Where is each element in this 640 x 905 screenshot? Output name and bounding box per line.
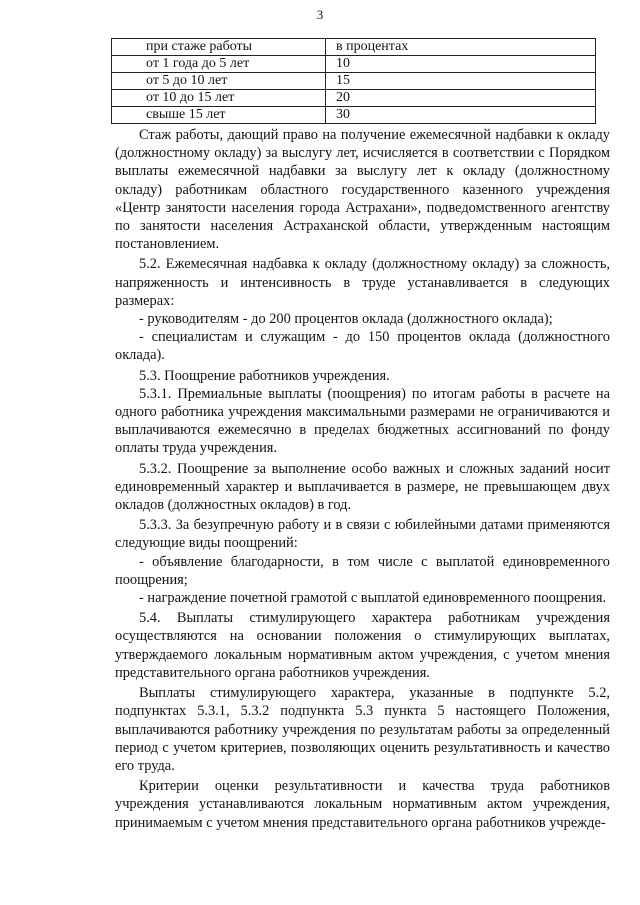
paragraph-seniority: Стаж работы, дающий право на получение ежемесячной надбавки к окладу (должностному окладу) за выслугу лет, исчисляется в соответствии с Порядком выплаты ежемесячной надбавки за выслугу лет к окладу (должностному окладу) работникам областного государственного казенного учреждения «Центр занятости населения города Астрахани», подведомственного агентству по занятости населения Астраханской области, утвержденным настоящим постановлением.	[115, 127, 610, 253]
seniority-table	[111, 38, 596, 124]
paragraph-stimulating-payments: Выплаты стимулирующего характера, указанные в подпункте 5.2, подпунктах 5.3.1, 5.3.2 подпункта 5.3 пункта 5 настоящего Положения, выплачиваются работнику учреждения по результатам работы за определенный период с учетом критериев, позволяющих оценить результативность и качество его труда.	[115, 685, 610, 774]
table-cell: свыше 15 лет	[112, 107, 326, 124]
paragraph-5-3-1: 5.3.1. Премиальные выплаты (поощрения) по итогам работы в расчете на одного работника учреждения максимальными размерами не ограничиваются и выплачиваются ежемесячно в пределах бюджетных ассигнований по фонду оплаты труда учреждения.	[115, 385, 610, 457]
page-number: 3	[316, 7, 324, 22]
table-cell: 15	[326, 73, 596, 90]
table-cell: 10	[326, 56, 596, 73]
table-row	[112, 56, 596, 73]
table-cell: от 5 до 10 лет	[112, 73, 326, 90]
paragraph-5-2: 5.2. Ежемесячная надбавка к окладу (должностному окладу) за сложность, напряженность и интенсивность в труде устанавливается в следующих размерах:	[115, 256, 610, 309]
list-item: - награждение почетной грамотой с выплатой единовременного поощрения.	[139, 590, 607, 607]
paragraph-5-3-3: 5.3.3. За безупречную работу и в связи с юбилейными датами применяются следующие виды поощрений:	[115, 517, 610, 552]
table-cell: 20	[326, 90, 596, 107]
table-row	[112, 107, 596, 124]
table-header-row	[112, 39, 596, 56]
table-header-cell: при стаже работы	[112, 39, 326, 56]
list-item: - специалистам и служащим - до 150 процентов оклада (должностного оклада).	[115, 329, 610, 364]
table-row	[112, 73, 596, 90]
paragraph-5-3: 5.3. Поощрение работников учреждения.	[139, 367, 390, 384]
table-cell: 30	[326, 107, 596, 124]
table-header-cell: в процентах	[326, 39, 596, 56]
list-item: - руководителям - до 200 процентов оклада (должностного оклада);	[139, 311, 553, 328]
list-item: - объявление благодарности, в том числе с выплатой единовременного поощрения;	[115, 553, 610, 588]
table-row	[112, 90, 596, 107]
paragraph-criteria: Критерии оценки результативности и качества труда работников учреждения устанавливаются локальным нормативным актом учреждения, принимаемым с учетом мнения представительного органа работников учрежде-	[115, 778, 610, 831]
table-cell: от 10 до 15 лет	[112, 90, 326, 107]
table-cell: от 1 года до 5 лет	[112, 56, 326, 73]
document-body	[115, 126, 610, 832]
paragraph-5-4: 5.4. Выплаты стимулирующего характера работникам учреждения осуществляются на основании положения о стимулирующих выплатах, утверждаемого локальным нормативным актом учреждения, с учетом мнения представительного органа работников учреждения.	[115, 610, 610, 681]
paragraph-5-3-2: 5.3.2. Поощрение за выполнение особо важных и сложных заданий носит единовременный характер и выплачивается в размере, не превышающем двух окладов (должностных окладов) в год.	[115, 460, 610, 514]
